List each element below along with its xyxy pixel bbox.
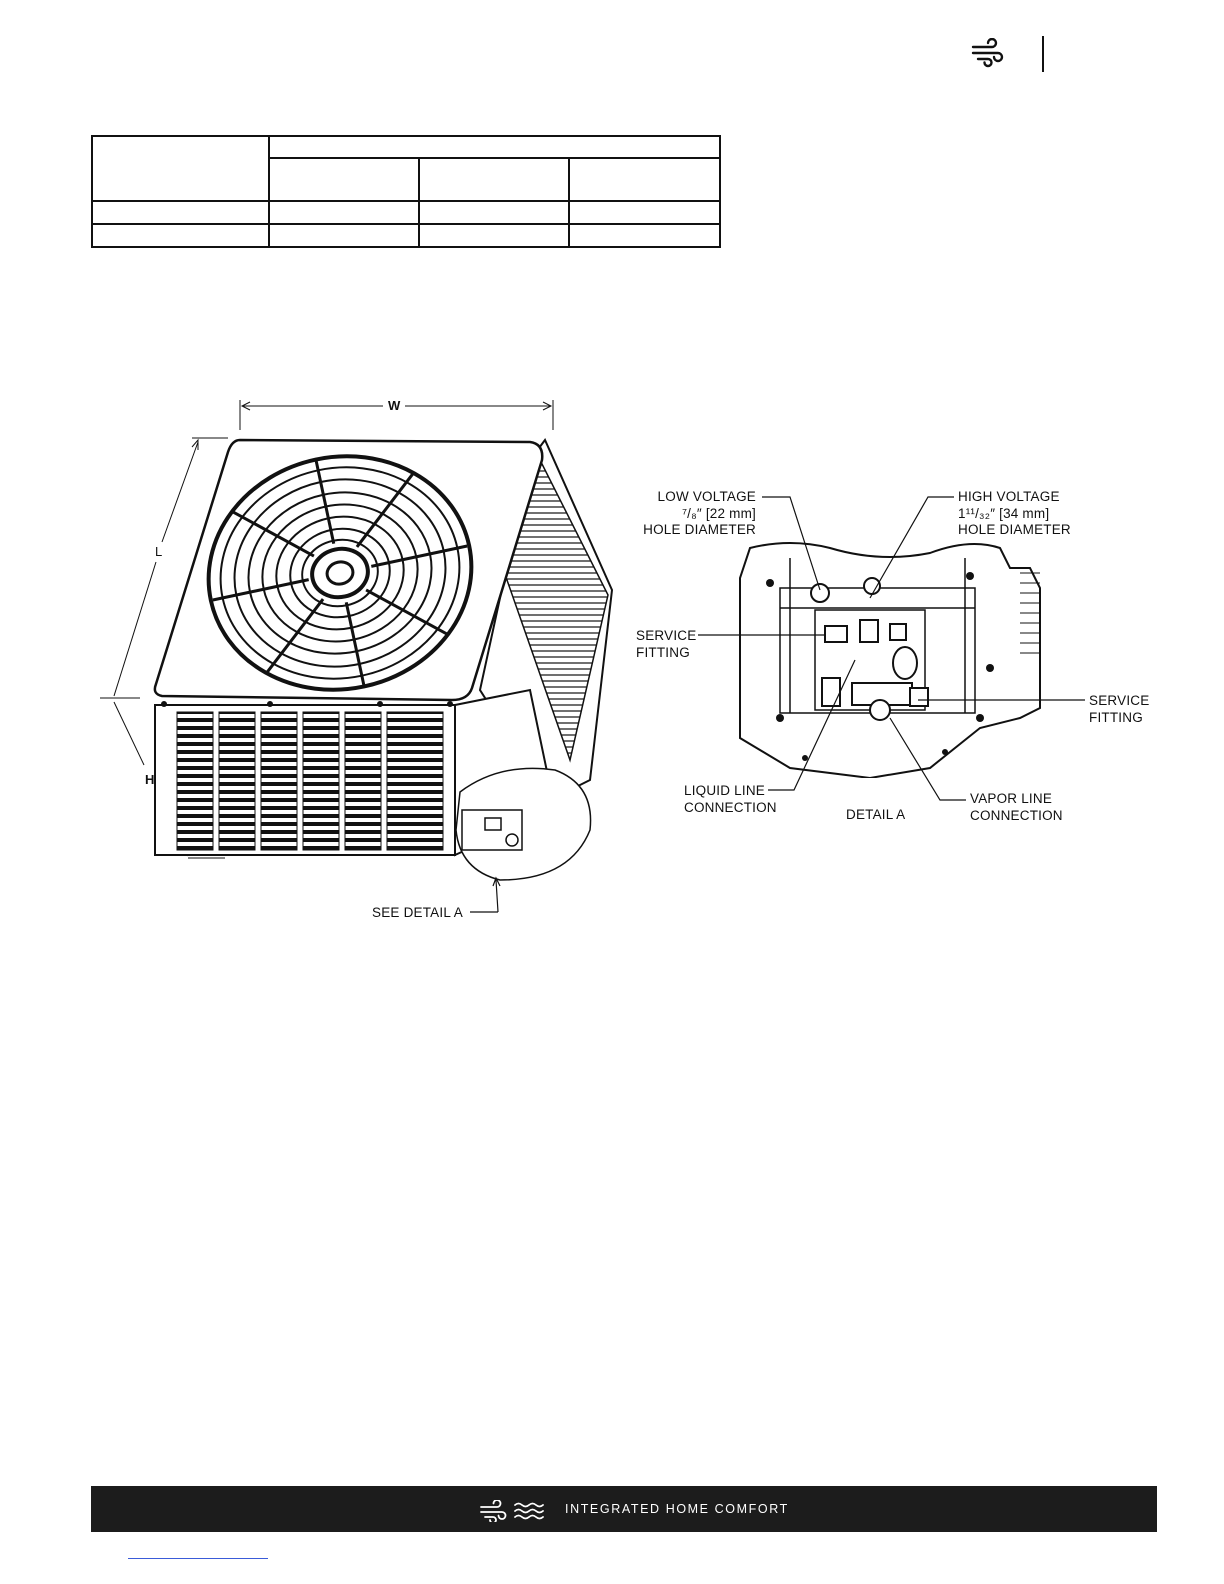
- dimension-height-label: H: [145, 772, 155, 787]
- brand-wind-icon: [970, 38, 1006, 68]
- table-header-cell: [569, 158, 720, 200]
- table-cell: [269, 224, 419, 247]
- service-fitting-right-line2: FITTING: [1089, 709, 1143, 725]
- dimension-width-label: W: [388, 398, 401, 413]
- high-voltage-size: 1¹¹/₃₂″ [34 mm]: [958, 505, 1050, 521]
- table-header-row: [92, 136, 720, 158]
- table-cell: [92, 201, 269, 224]
- vapor-line-line1: VAPOR LINE: [970, 791, 1053, 806]
- service-fitting-right-callout: [1089, 693, 1149, 726]
- condenser-unit-illustration: [100, 390, 620, 930]
- service-fitting-right-line1: SERVICE: [1089, 693, 1150, 708]
- table-cell: [569, 224, 720, 247]
- table-header-cell: [419, 158, 569, 200]
- vapor-line-callout: [970, 791, 1063, 824]
- service-fitting-left-line1: SERVICE: [636, 628, 697, 643]
- footer-bar: [91, 1486, 1157, 1532]
- table-row: [92, 224, 720, 247]
- spec-table: [91, 135, 721, 248]
- dimension-length-label: L: [155, 544, 163, 559]
- table-cell: [419, 201, 569, 224]
- table-cell: [92, 224, 269, 247]
- vapor-line-line2: CONNECTION: [970, 807, 1063, 823]
- high-voltage-label: HIGH VOLTAGE: [958, 489, 1060, 504]
- header-divider: [1042, 36, 1044, 72]
- table-row: [92, 201, 720, 224]
- detail-a-title: DETAIL A: [846, 807, 906, 822]
- see-detail-label: SEE DETAIL A: [372, 905, 463, 920]
- low-voltage-label: LOW VOLTAGE: [657, 489, 756, 504]
- table-header-cell: [269, 136, 720, 158]
- footer-link[interactable]: [128, 1558, 268, 1559]
- low-voltage-hole-label: HOLE DIAMETER: [643, 522, 756, 537]
- detail-a-illustration: [730, 528, 1070, 778]
- high-voltage-hole-label: HOLE DIAMETER: [958, 522, 1071, 537]
- water-icon: [513, 1500, 545, 1522]
- high-voltage-callout: [958, 489, 1071, 539]
- service-fitting-left-callout: [636, 628, 696, 661]
- service-fitting-left-line2: FITTING: [636, 644, 690, 660]
- table-header-cell: [269, 158, 419, 200]
- liquid-line-line1: LIQUID LINE: [684, 783, 765, 798]
- table-cell: [569, 201, 720, 224]
- table-cell: [419, 224, 569, 247]
- liquid-line-line2: CONNECTION: [684, 799, 777, 815]
- wind-icon: [479, 1500, 509, 1522]
- low-voltage-callout: [636, 489, 756, 539]
- table-header-cell: [92, 136, 269, 201]
- table-cell: [269, 201, 419, 224]
- low-voltage-size: ⁷/₈″ [22 mm]: [682, 505, 756, 521]
- footer-tagline: INTEGRATED HOME COMFORT: [565, 1502, 789, 1516]
- liquid-line-callout: [684, 783, 777, 816]
